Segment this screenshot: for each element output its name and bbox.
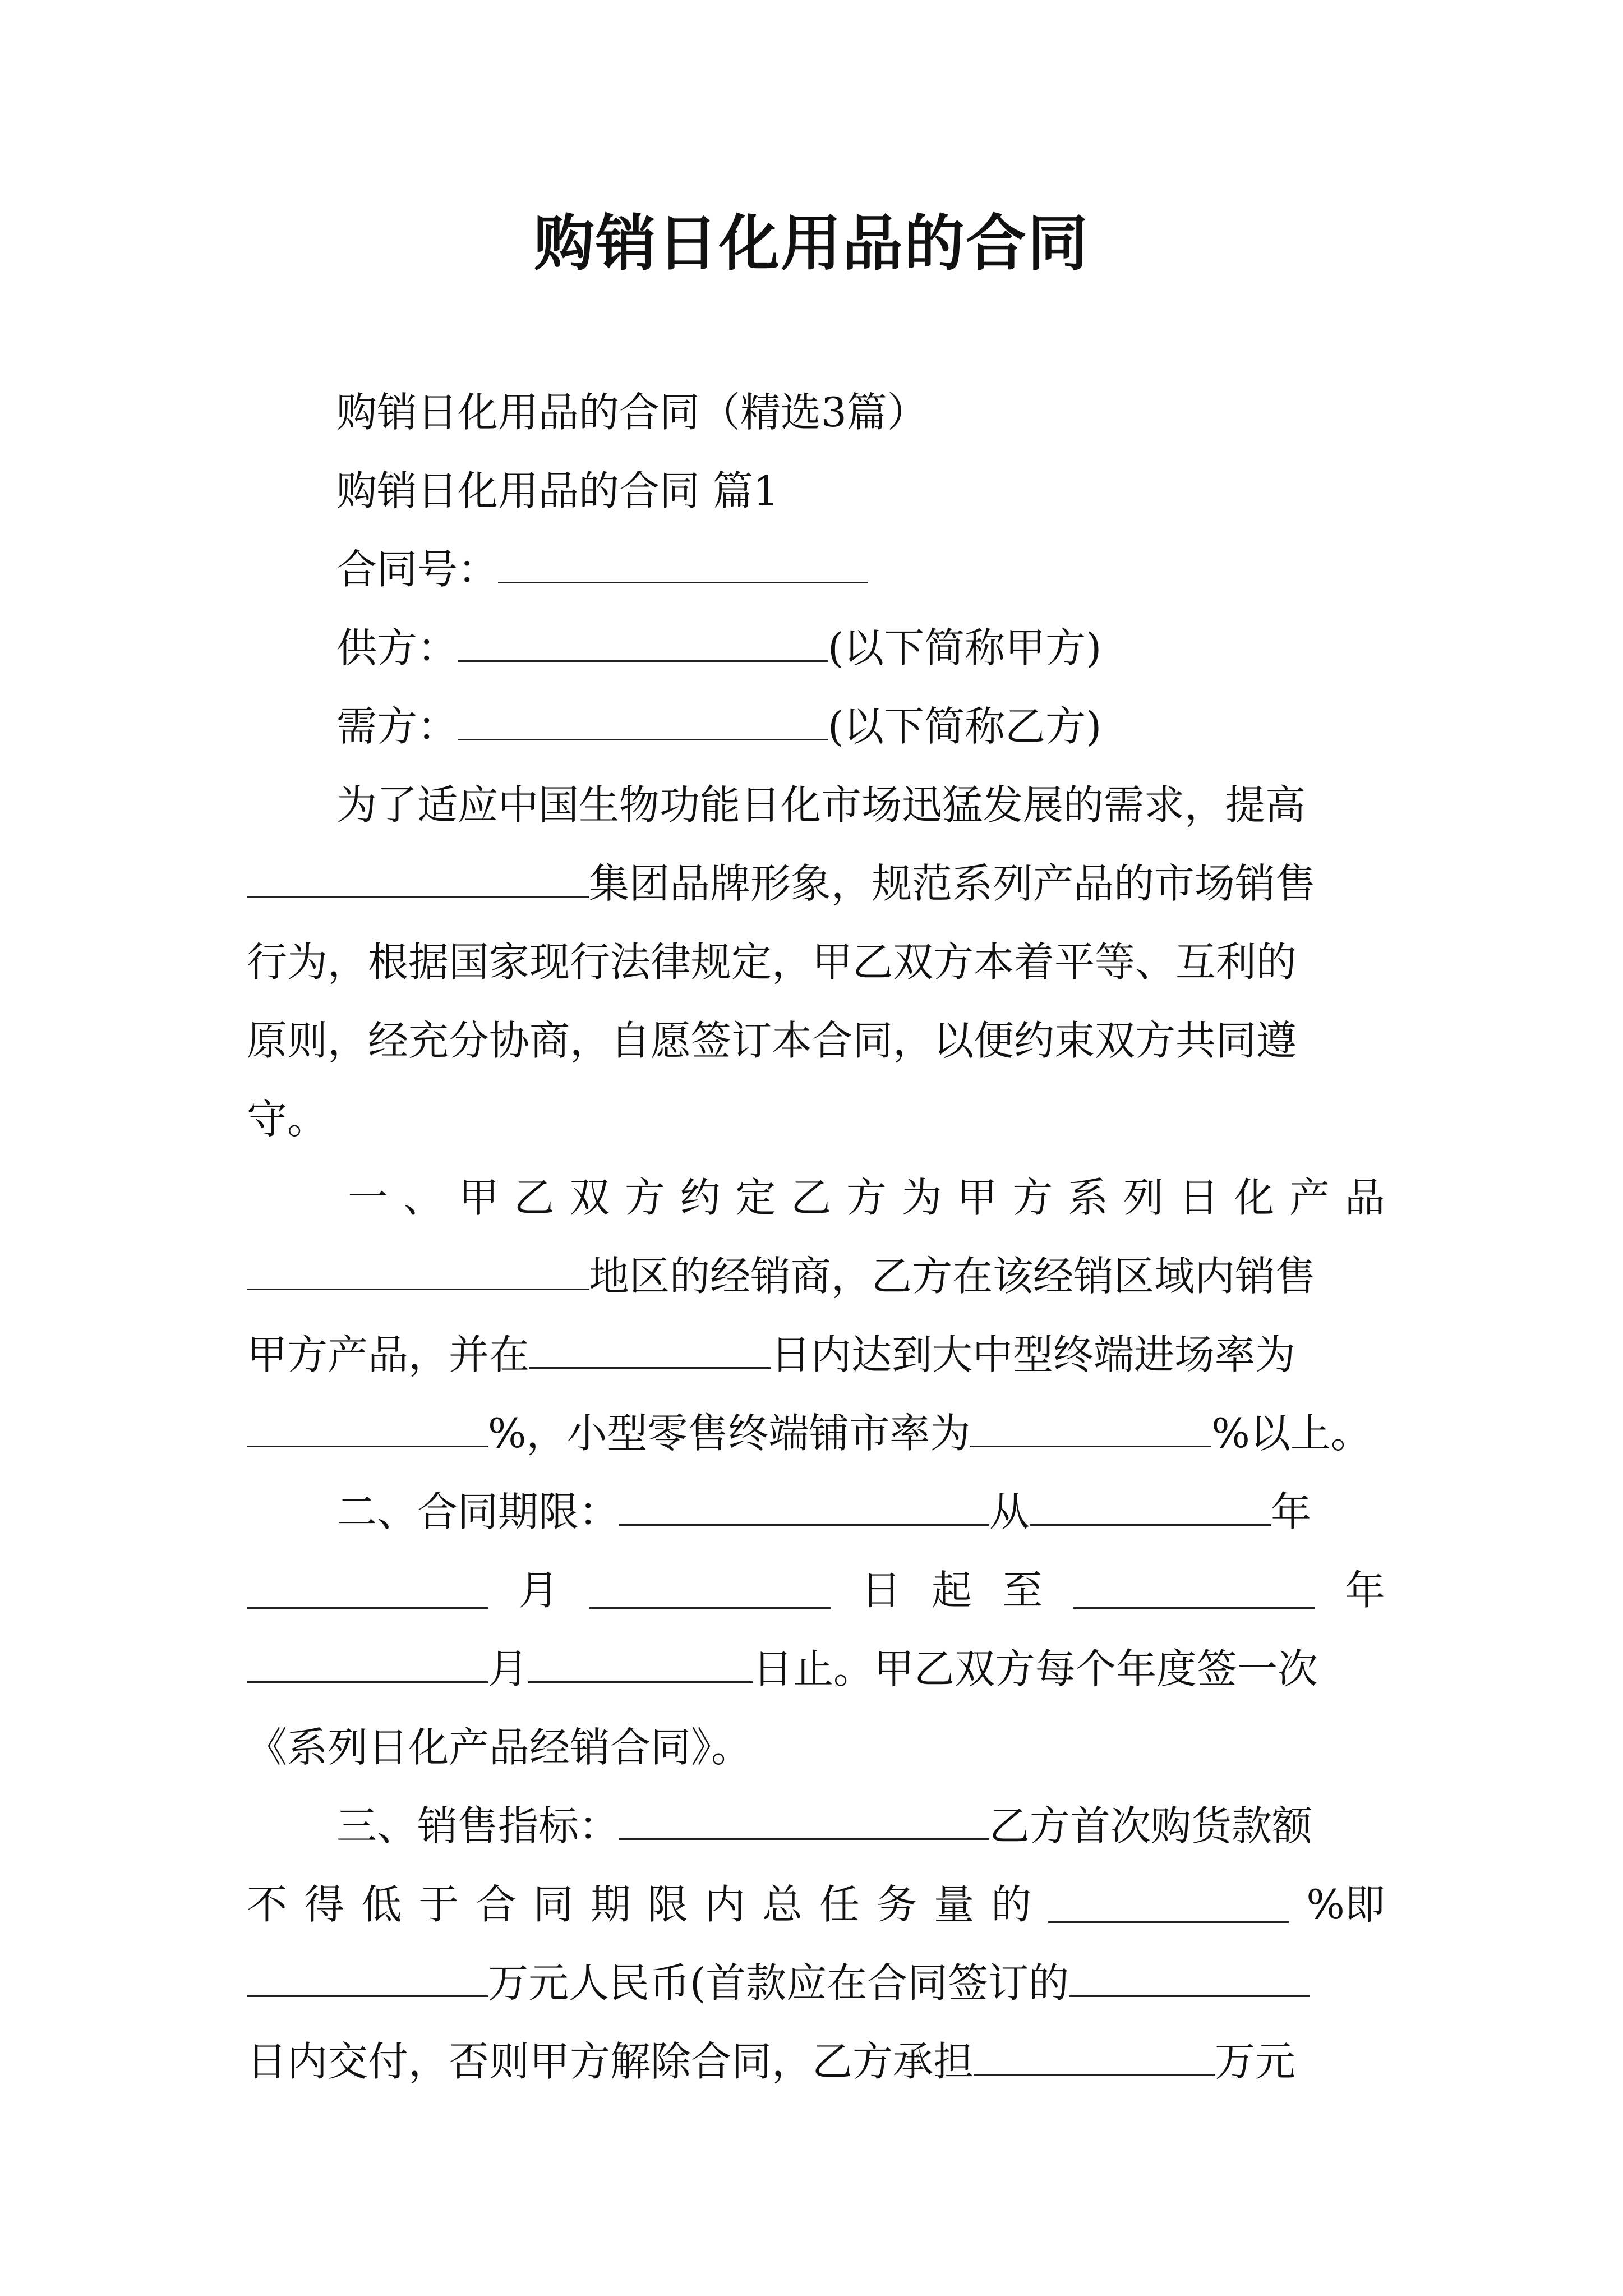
date-char: 日: [860, 1567, 901, 1614]
start-day-blank[interactable]: [589, 1572, 831, 1609]
document-title: 购销日化用品的合同: [533, 209, 1089, 279]
clause-char: 系: [1067, 1174, 1108, 1221]
paragraph-text: 日内交付，否则甲方解除合同，乙方承担: [247, 2038, 974, 2085]
supplier-label: 供方：: [336, 624, 458, 671]
clause-char: 甲: [458, 1174, 499, 1221]
paragraph-line: [247, 1402, 1385, 1464]
clause-char: 任: [819, 1881, 860, 1928]
end-year-blank[interactable]: [1073, 1572, 1315, 1609]
paragraph-line: [247, 1245, 1385, 1307]
paragraph-line: [247, 1088, 1385, 1150]
clause-two-label: 二、合同期限：: [336, 1488, 620, 1535]
clause-char: 限: [647, 1881, 688, 1928]
paragraph-line: [247, 1324, 1385, 1386]
date-char: 起: [932, 1567, 972, 1614]
paragraph-text: 万元: [1215, 2038, 1296, 2085]
paragraph-text: 乙方首次购货款额: [989, 1802, 1313, 1849]
clause-char: 一: [348, 1174, 389, 1221]
justified-line: [247, 1874, 1385, 1935]
paragraph-line: [336, 774, 1385, 836]
paragraph-text: 日内达到大中型终端进场率为: [771, 1331, 1296, 1378]
clause-char: 约: [680, 1174, 721, 1221]
penalty-blank[interactable]: [974, 2039, 1215, 2076]
end-day-blank[interactable]: [528, 1646, 753, 1683]
clause-char: 乙: [514, 1174, 555, 1221]
clause-char: 同: [533, 1881, 574, 1928]
paragraph-line: [247, 2031, 1385, 2092]
paragraph-line: [247, 1638, 1385, 1700]
clause-char: 低: [361, 1881, 402, 1928]
percent-blank[interactable]: [1048, 1887, 1289, 1923]
contract-number-line: [336, 539, 1385, 600]
clause-char: 量: [934, 1881, 975, 1928]
paragraph-text: 万元人民币(首款应在合同签订的: [488, 1959, 1069, 2007]
clause-three-label: 三、销售指标：: [336, 1802, 620, 1849]
paragraph-line: [247, 1010, 1385, 1071]
date-char: 年: [1344, 1567, 1385, 1614]
clause-three-line: [336, 1795, 1385, 1857]
clause-char: 务: [877, 1881, 917, 1928]
start-month-blank[interactable]: [247, 1572, 488, 1609]
clause-char: 于: [418, 1881, 459, 1928]
paragraph-text: 地区的经销商，乙方在该经销区域内销售: [589, 1253, 1316, 1300]
clause-char: 不: [247, 1881, 288, 1928]
clause-char: 的: [991, 1881, 1032, 1928]
clause-char: 得: [304, 1881, 345, 1928]
paragraph-text: 集团品牌形象，规范系列产品的市场销售: [589, 860, 1316, 907]
entry-rate-blank[interactable]: [247, 1411, 488, 1447]
region-blank[interactable]: [247, 1254, 589, 1290]
paragraph-text: %，小型零售终端铺市率为: [488, 1410, 971, 1457]
contract-number-blank[interactable]: [498, 547, 868, 583]
days-blank[interactable]: [529, 1332, 771, 1369]
date-range-line: [247, 1559, 1385, 1621]
section-heading: [336, 460, 1385, 522]
paragraph-text: 月: [488, 1645, 529, 1692]
clause-char: 品: [1344, 1174, 1385, 1221]
paragraph-text: 甲方产品，并在: [247, 1331, 530, 1378]
clause-char: 合: [476, 1881, 517, 1928]
clause-char: 化: [1234, 1174, 1275, 1221]
paragraph-text: 年: [1271, 1488, 1312, 1535]
clause-char: 列: [1123, 1174, 1164, 1221]
clause-char: 日: [1178, 1174, 1219, 1221]
paragraph-line: [247, 1717, 1385, 1778]
supplier-blank[interactable]: [458, 625, 828, 662]
clause-char: 方: [1012, 1174, 1053, 1221]
paragraph-text: 为了适应中国生物功能日化市场迅猛发展的需求，提高: [336, 781, 1306, 829]
buyer-label: 需方：: [336, 703, 458, 750]
date-char: 至: [1002, 1567, 1043, 1614]
coverage-rate-blank[interactable]: [970, 1411, 1211, 1447]
paragraph-line: [247, 853, 1385, 914]
clause-char: 方: [846, 1174, 887, 1221]
paragraph-text: 行为，根据国家现行法律规定，甲乙双方本着平等、互利的: [247, 938, 1297, 986]
collection-heading-text: 购销日化用品的合同（精选3篇）: [336, 389, 928, 436]
paragraph-text: %即: [1306, 1881, 1385, 1928]
buyer-line: [336, 696, 1385, 757]
supplier-line: [336, 617, 1385, 679]
clause-char: 、: [403, 1174, 444, 1221]
clause-char: 甲: [957, 1174, 998, 1221]
paragraph-line: [247, 931, 1385, 993]
paragraph-text: 从: [989, 1488, 1030, 1535]
start-year-blank[interactable]: [1030, 1489, 1271, 1526]
payment-days-blank[interactable]: [1069, 1961, 1310, 1997]
clause-char: 产: [1289, 1174, 1330, 1221]
date-char: 月: [518, 1567, 559, 1614]
clause-two-line: [336, 1481, 1385, 1543]
clause-char: 期: [590, 1881, 631, 1928]
collection-heading: [336, 381, 1385, 443]
buyer-note: (以下简称乙方): [828, 703, 1102, 750]
buyer-blank[interactable]: [458, 704, 828, 740]
clause-char: 乙: [791, 1174, 832, 1221]
group-name-blank[interactable]: [247, 861, 589, 898]
end-month-blank[interactable]: [247, 1646, 488, 1683]
clause-char: 为: [901, 1174, 942, 1221]
paragraph-line: [247, 1952, 1385, 2014]
clause-char: 双: [569, 1174, 610, 1221]
clause-char: 方: [624, 1174, 665, 1221]
clause-char: 定: [735, 1174, 776, 1221]
contract-number-label: 合同号：: [336, 546, 499, 593]
sales-target-blank[interactable]: [619, 1803, 989, 1840]
paragraph-text: 日止。甲乙双方每个年度签一次: [753, 1645, 1318, 1692]
amount-blank[interactable]: [247, 1961, 488, 1997]
paragraph-text: 原则，经充分协商，自愿签订本合同，以便约束双方共同遵: [247, 1017, 1297, 1064]
term-blank[interactable]: [619, 1489, 989, 1526]
paragraph-text: 守。: [247, 1096, 328, 1143]
section-heading-text: 购销日化用品的合同 篇1: [336, 467, 779, 514]
clause-char: 内: [704, 1881, 745, 1928]
paragraph-text: %以上。: [1211, 1410, 1371, 1457]
clause-one-line: [348, 1167, 1385, 1228]
supplier-note: (以下简称甲方): [828, 624, 1102, 671]
paragraph-text: 《系列日化产品经销合同》。: [247, 1724, 752, 1771]
clause-char: 总: [762, 1881, 803, 1928]
